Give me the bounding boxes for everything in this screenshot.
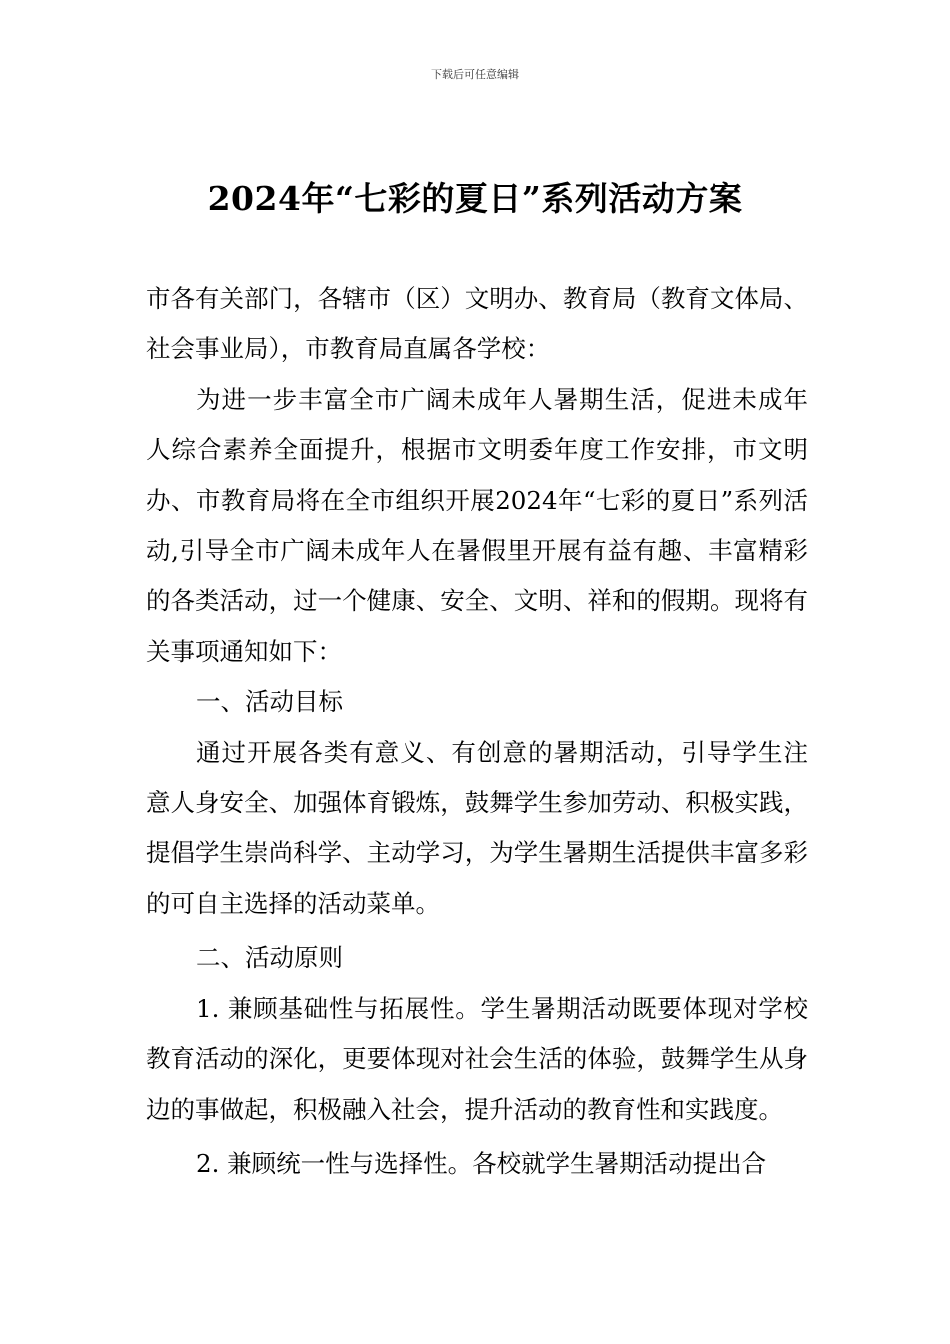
- document-title: 2024年“七彩的夏日”系列活动方案: [207, 179, 743, 218]
- salutation-paragraph: 市各有关部门，各辖市（区）文明办、教育局（教育文体局、社会事业局），市教育局直属各学校：: [146, 284, 808, 364]
- principle-2-paragraph: 2. 兼顾统一性与选择性。各校就学生暑期活动提出合: [196, 1148, 767, 1178]
- section-heading-principles: 二、活动原则: [196, 943, 343, 973]
- intro-paragraph: 为进一步丰富全市广阔未成年人暑期生活，促进未成年人综合素养全面提升，根据市文明委年度工作安排，市文明办、市教育局将在全市组织开展2024年“七彩的夏日”系列活动,引导全市广阔未成年人在暑假里开展有益有趣、丰富精彩的各类活动，过一个健康、安全、文明、祥和的假期。现将有关事项通知如下：: [146, 384, 808, 666]
- page-header-note: 下载后可任意编辑: [431, 68, 519, 81]
- section-heading-goals: 一、活动目标: [196, 687, 343, 717]
- principle-1-paragraph: 1. 兼顾基础性与拓展性。学生暑期活动既要体现对学校教育活动的深化，更要体现对社会生活的体验，鼓舞学生从身边的事做起，积极融入社会，提升活动的教育性和实践度。: [146, 993, 808, 1124]
- document-body: [146, 274, 808, 1189]
- goals-paragraph: 通过开展各类有意义、有创意的暑期活动，引导学生注意人身安全、加强体育锻炼，鼓舞学生参加劳动、积极实践，提倡学生崇尚科学、主动学习，为学生暑期生活提供丰富多彩的可自主选择的活动菜单。: [146, 737, 808, 918]
